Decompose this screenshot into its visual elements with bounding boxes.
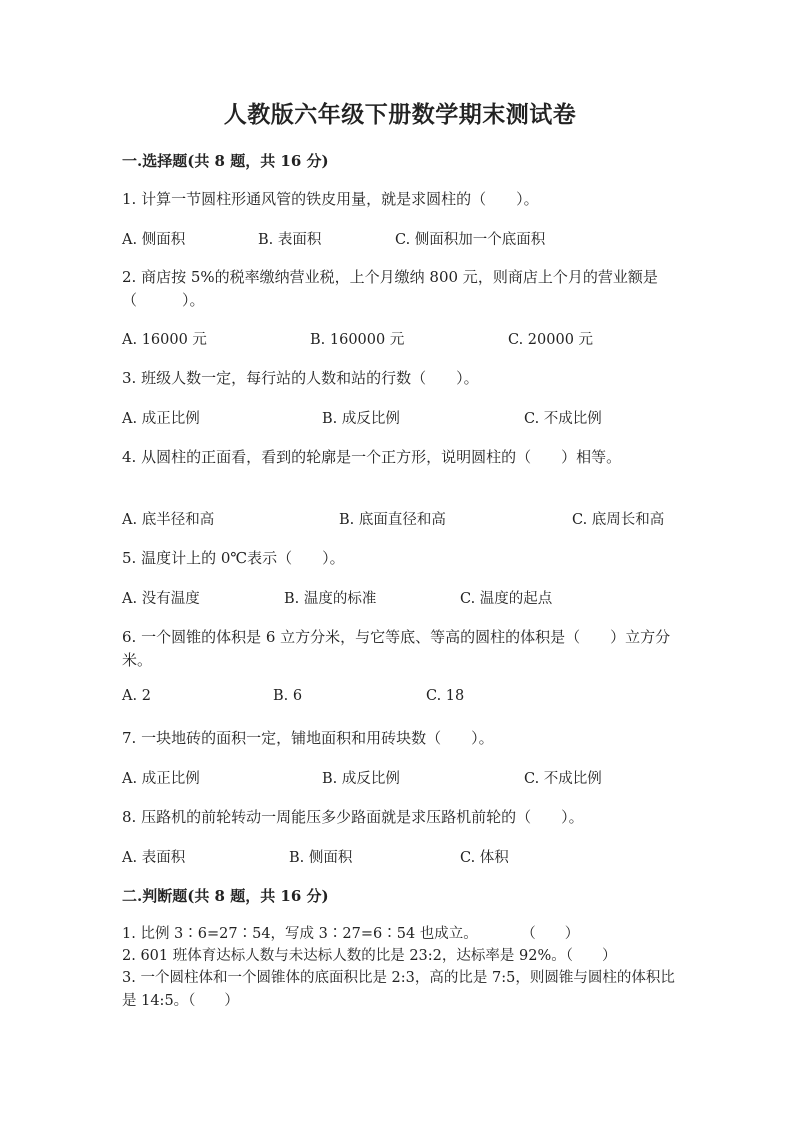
q3-option-a: A. 成正比例 xyxy=(122,411,200,427)
q3-option-c: C. 不成比例 xyxy=(524,411,602,427)
question-6: 6. 一个圆锥的体积是 6 立方分米，与它等底、等高的圆柱的体积是（ ）立方分米。 xyxy=(122,628,671,669)
q6-option-c: C. 18 xyxy=(426,688,465,704)
question-5: 5. 温度计上的 0℃表示（ ）。 xyxy=(122,549,345,567)
q5-option-b: B. 温度的标准 xyxy=(284,591,377,607)
judge-item-1: 1. 比例 3∶6=27∶54，写成 3∶27=6∶54 也成立。 （ ） xyxy=(122,926,580,942)
q8-option-c: C. 体积 xyxy=(460,850,509,866)
question-2: 2. 商店按 5%的税率缴纳营业税，上个月缴纳 800 元，则商店上个月的营业额是（ ）。 xyxy=(122,268,658,309)
question-8: 8. 压路机的前轮转动一周能压多少路面就是求压路机前轮的（ ）。 xyxy=(122,808,584,826)
q3-option-b: B. 成反比例 xyxy=(322,411,400,427)
q7-option-b: B. 成反比例 xyxy=(322,771,400,787)
q6-option-a: A. 2 xyxy=(122,688,151,704)
question-7: 7. 一块地砖的面积一定，铺地面积和用砖块数（ ）。 xyxy=(122,729,494,747)
q5-option-a: A. 没有温度 xyxy=(122,591,200,607)
q1-option-a: A. 侧面积 xyxy=(122,232,186,248)
judge-item-2: 2. 601 班体育达标人数与未达标人数的比是 23:2，达标率是 92%。（ ） xyxy=(122,948,617,964)
question-4: 4. 从圆柱的正面看，看到的轮廓是一个正方形，说明圆柱的（ ）相等。 xyxy=(122,448,622,466)
q4-option-b: B. 底面直径和高 xyxy=(339,512,446,528)
q5-option-c: C. 温度的起点 xyxy=(460,591,553,607)
q8-option-a: A. 表面积 xyxy=(122,850,186,866)
section-heading-choice: 一.选择题(共 8 题，共 16 分) xyxy=(122,152,329,170)
q4-option-a: A. 底半径和高 xyxy=(122,512,215,528)
q8-option-b: B. 侧面积 xyxy=(289,850,353,866)
judge-item-3: 3. 一个圆柱体和一个圆锥体的底面积比是 2:3，高的比是 7:5，则圆锥与圆柱的体积比是 14:5。（ ） xyxy=(122,970,675,1009)
section-heading-judge: 二.判断题(共 8 题，共 16 分) xyxy=(122,887,329,905)
question-1: 1. 计算一节圆柱形通风管的铁皮用量，就是求圆柱的（ ）。 xyxy=(122,190,539,208)
q2-option-c: C. 20000 元 xyxy=(508,332,594,348)
q2-option-b: B. 160000 元 xyxy=(310,332,405,348)
q1-option-c: C. 侧面积加一个底面积 xyxy=(395,232,546,248)
q2-option-a: A. 16000 元 xyxy=(122,332,207,348)
q4-option-c: C. 底周长和高 xyxy=(572,512,665,528)
q1-option-b: B. 表面积 xyxy=(258,232,322,248)
q7-option-c: C. 不成比例 xyxy=(524,771,602,787)
page-title: 人教版六年级下册数学期末测试卷 xyxy=(223,101,577,128)
question-3: 3. 班级人数一定，每行站的人数和站的行数（ ）。 xyxy=(122,369,479,387)
q6-option-b: B. 6 xyxy=(273,688,303,704)
q7-option-a: A. 成正比例 xyxy=(122,771,200,787)
